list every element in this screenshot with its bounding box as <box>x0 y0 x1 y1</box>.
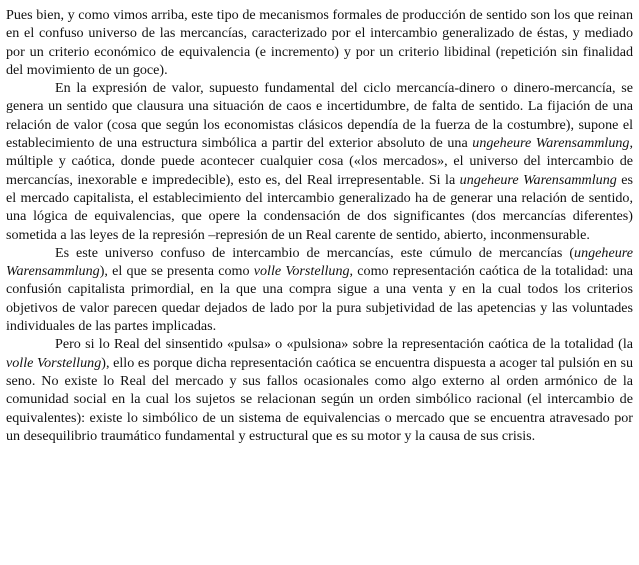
italic-term: ungeheure Warensammlung <box>459 171 617 188</box>
text-run: Es este universo confuso de intercambio de mercancías, este cúmulo de mercancías ( <box>55 244 575 261</box>
text-run: En la expresión de valor, supuesto fundamental del ciclo mercancía-dinero o dinero-mercancía, se genera un sentido que clausura una situación de caos e incertidumbre, de falta de sentido. La fijación de una relación de valor (cosa que según los economistas clásicos dependía de la fuerza de la costumbre), supone el establecimiento de una estructura simbólica a partir del exterior absoluto de una <box>6 80 633 152</box>
text-run: , como representación caótica de la totalidad: una confusión capitalista primordial, en la que una compra sigue a una venta y en la cual todos los criterios objetivos de valor parecen quedar dejados de lado por la pura subjetividad de las apetencias y las voluntades individuales de las partes implicadas. <box>6 263 633 335</box>
paragraph <box>6 79 633 244</box>
text-run: es el mercado capitalista, el establecimiento del intercambio generalizado ha de generar una relación de sentido, una lógica de equivalencias, que opere la condensación de dos significantes (dos mercancías diferentes) sometida a las leyes de la represión –represión de un Real carente de sentido, abierto, inconmensurable. <box>6 171 633 243</box>
text-run: , múltiple y caótica, donde puede acontecer cualquier cosa («los mercados», el universo del intercambio de mercancías, inexorable e impredecible), esto es, del Real irrepresentable. Si la <box>6 135 634 188</box>
text-run: ), el que se presenta como <box>99 263 254 280</box>
italic-term: ungeheure Warensammlung <box>6 244 633 280</box>
italic-term: volle Vorstellung <box>253 263 350 280</box>
text-run: Pues bien, y como vimos arriba, este tipo de mecanismos formales de producción de sentido son los que reinan en el confuso universo de las mercancías, caracterizado por el intercambio generalizado de éstas, y mediado por un criterio económico de equivalencia (e incremento) y por un criterio libidinal (repetición sin finalidad del movimiento de un goce). <box>6 7 633 78</box>
text-run: ), ello es porque dicha representación caótica se encuentra dispuesta a acoger tal pulsión en su seno. No existe lo Real del mercado y sus fallos ocasionales como algo externo al orden armónico de la comunidad social en la cual los sujetos se relacionan según un orden simbólico racional (el intercambio de equivalentes): existe lo simbólico de un sistema de equivalencias o mercado que se encuentra atravesado por un desequilibrio traumático fundamental y estructural que es su motor y la causa de sus crisis. <box>6 354 633 444</box>
italic-term: ungeheure Warensammlung <box>472 135 630 152</box>
text-run: Pero si lo Real del sinsentido «pulsa» o «pulsiona» sobre la representación caótica de la totalidad (la <box>55 336 633 353</box>
paragraph <box>6 335 633 445</box>
italic-term: volle Vorstellung <box>6 354 102 371</box>
paragraph <box>6 6 633 79</box>
paragraph <box>6 244 633 335</box>
